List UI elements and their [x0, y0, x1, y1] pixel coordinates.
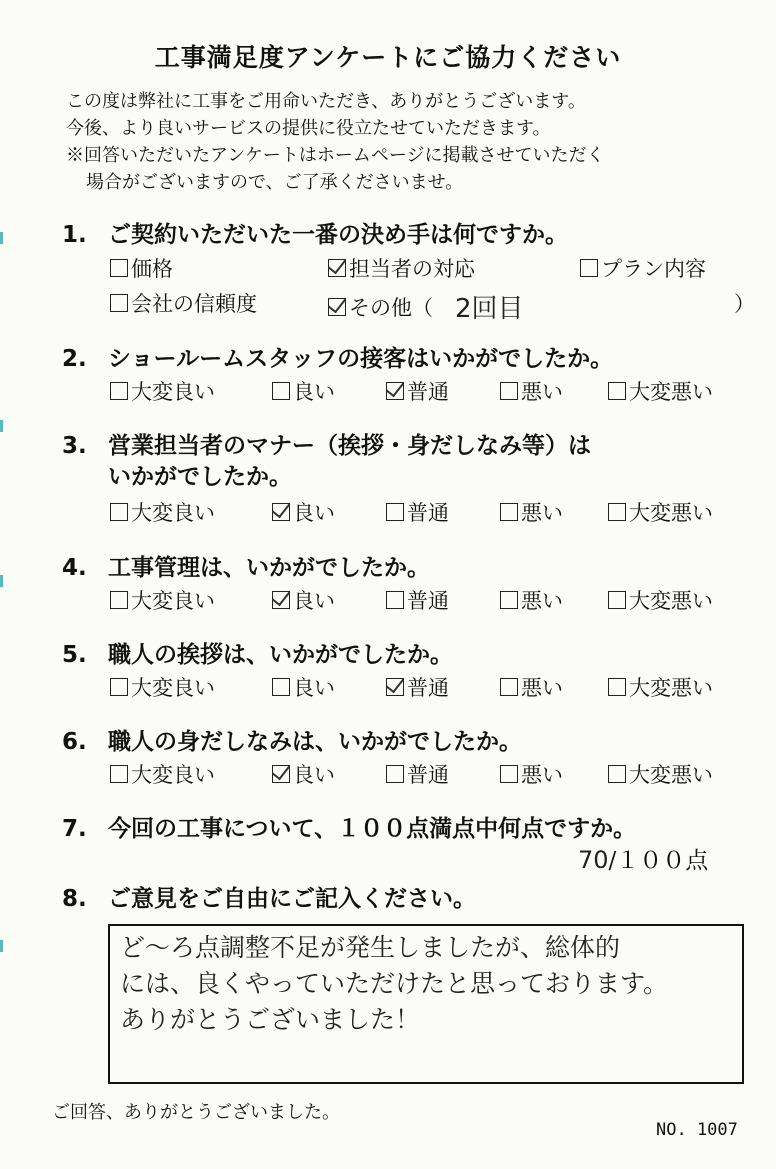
checkbox[interactable] [386, 503, 404, 521]
margin-mark [0, 940, 3, 952]
question-text: 工事管理は、いかがでしたか。 [108, 555, 430, 581]
question-8: 8. ご意見をご自由にご記入ください。 [62, 886, 476, 912]
score-answer[interactable] [578, 842, 708, 875]
paren-close: ） [734, 292, 755, 316]
checkbox[interactable] [580, 259, 598, 277]
q5-scale [110, 672, 750, 702]
q6-scale [110, 759, 750, 789]
scale-option-average[interactable] [386, 376, 449, 406]
question-text: 職人の挨拶は、いかがでしたか。 [108, 642, 453, 668]
scale-option-very-good[interactable] [110, 672, 215, 702]
checkbox[interactable] [500, 382, 518, 400]
scale-option-label: 大変悪い [629, 676, 713, 700]
scale-option-average[interactable] [386, 759, 449, 789]
checkbox-checked[interactable] [272, 591, 290, 609]
q1-option-plan[interactable]: プラン内容 [580, 253, 706, 283]
question-text: ご意見をご自由にご記入ください。 [108, 886, 476, 912]
scale-option-good[interactable] [272, 585, 335, 615]
scale-option-very-bad[interactable] [608, 497, 713, 527]
checkbox[interactable] [500, 765, 518, 783]
checkbox-checked[interactable] [272, 765, 290, 783]
scale-option-label: 良い [293, 589, 335, 613]
q2-scale [110, 376, 750, 406]
question-4: 4. 工事管理は、いかがでしたか。 [62, 555, 430, 581]
margin-mark [0, 232, 3, 244]
intro-text [66, 88, 605, 196]
q1-options-row-2 [110, 288, 755, 324]
scale-option-very-bad[interactable] [608, 585, 713, 615]
form-title: 工事満足度アンケートにご協力ください [154, 43, 622, 72]
checkbox[interactable] [110, 678, 128, 696]
scale-option-label: 普通 [407, 501, 449, 525]
checkbox[interactable] [608, 765, 626, 783]
checkbox[interactable] [272, 382, 290, 400]
scale-option-label: 良い [293, 676, 335, 700]
scale-option-bad[interactable] [500, 672, 563, 702]
question-text: ご契約いただいた一番の決め手は何ですか。 [108, 222, 568, 248]
intro-line: この度は弊社に工事をご用命いただき、ありがとうございます。 [66, 91, 586, 112]
intro-line: ※回答いただいたアンケートはホームページに掲載させていただく [66, 145, 605, 166]
checkbox-checked[interactable] [328, 259, 346, 277]
scale-option-average[interactable] [386, 497, 449, 527]
other-handwritten: 2回目 [455, 294, 524, 324]
comment-handwritten: ど～ろ点調整不足が発生しましたが、総体的 には、良くやっていただけたと思っております。 ありがとうございました！ [120, 933, 669, 1034]
scale-option-bad[interactable] [500, 376, 563, 406]
checkbox[interactable] [608, 591, 626, 609]
scale-option-very-good[interactable] [110, 585, 215, 615]
scale-option-label: 良い [293, 763, 335, 787]
question-text: ショールームスタッフの接客はいかがでしたか。 [108, 346, 614, 372]
scale-option-label: 普通 [407, 380, 449, 404]
question-2: 2. ショールームスタッフの接客はいかがでしたか。 [62, 346, 614, 372]
checkbox-checked[interactable] [272, 503, 290, 521]
checkbox[interactable] [110, 765, 128, 783]
checkbox[interactable] [500, 591, 518, 609]
checkbox[interactable] [110, 591, 128, 609]
scale-option-label: 大変悪い [629, 589, 713, 613]
checkbox[interactable] [386, 765, 404, 783]
question-3-line-2: いかがでしたか。 [108, 464, 292, 490]
checkbox[interactable] [500, 503, 518, 521]
scale-option-label: 大変悪い [629, 501, 713, 525]
checkbox[interactable] [110, 294, 128, 312]
q1-option-staff[interactable]: 担当者の対応 [328, 253, 475, 283]
footer-thanks: ご回答、ありがとうございました。 [52, 1102, 340, 1123]
checkbox[interactable] [608, 678, 626, 696]
scale-option-label: 悪い [521, 501, 563, 525]
scale-option-label: 大変良い [131, 763, 215, 787]
scale-option-label: 普通 [407, 676, 449, 700]
scale-option-label: 大変良い [131, 380, 215, 404]
scale-option-good[interactable] [272, 497, 335, 527]
q3-scale [110, 497, 750, 527]
scale-option-very-good[interactable] [110, 497, 215, 527]
scale-option-label: 普通 [407, 763, 449, 787]
question-5: 5. 職人の挨拶は、いかがでしたか。 [62, 642, 453, 668]
question-text: 今回の工事について、１００点満点中何点ですか。 [108, 816, 637, 842]
checkbox[interactable] [272, 678, 290, 696]
question-text: 営業担当者のマナー（挨拶・身だしなみ等）は [108, 433, 591, 459]
scale-option-very-good[interactable] [110, 376, 215, 406]
checkbox[interactable] [110, 382, 128, 400]
score-suffix: /１００点 [608, 848, 709, 874]
scale-option-label: 大変良い [131, 589, 215, 613]
scale-option-label: 良い [293, 501, 335, 525]
scale-option-average[interactable] [386, 672, 449, 702]
checkbox-checked[interactable] [386, 678, 404, 696]
document-number: NO. 1007 [656, 1120, 738, 1140]
q4-scale [110, 585, 750, 615]
scale-option-good[interactable] [272, 759, 335, 789]
scale-option-label: 悪い [521, 763, 563, 787]
q1-option-other[interactable]: その他（ 2回目 [328, 288, 524, 325]
checkbox[interactable] [110, 259, 128, 277]
question-text: 職人の身だしなみは、いかがでしたか。 [108, 729, 522, 755]
scale-option-label: 大変良い [131, 501, 215, 525]
checkbox[interactable] [608, 382, 626, 400]
question-7: 7. 今回の工事について、１００点満点中何点ですか。 [62, 816, 637, 842]
intro-line: 今後、より良いサービスの提供に役立たせていただきます。 [66, 118, 551, 139]
intro-line: 場合がございますので、ご了承くださいませ。 [86, 172, 464, 193]
checkbox[interactable] [608, 503, 626, 521]
score-handwritten: 70 [578, 846, 609, 874]
scale-option-very-bad[interactable] [608, 672, 713, 702]
scale-option-bad[interactable] [500, 497, 563, 527]
scale-option-label: 悪い [521, 380, 563, 404]
q1-option-price[interactable]: 価格 [110, 253, 173, 283]
margin-mark [0, 420, 3, 432]
scale-option-good[interactable] [272, 376, 335, 406]
scale-option-average[interactable] [386, 585, 449, 615]
scale-option-label: 悪い [521, 589, 563, 613]
margin-mark [0, 575, 3, 587]
scale-option-label: 大変良い [131, 676, 215, 700]
checkbox-checked[interactable] [386, 382, 404, 400]
scale-option-very-good[interactable] [110, 759, 215, 789]
question-6: 6. 職人の身だしなみは、いかがでしたか。 [62, 729, 522, 755]
checkbox[interactable] [110, 503, 128, 521]
scale-option-label: 大変悪い [629, 763, 713, 787]
question-1 [62, 216, 568, 249]
scale-option-bad[interactable] [500, 585, 563, 615]
scale-option-bad[interactable] [500, 759, 563, 789]
scale-option-label: 悪い [521, 676, 563, 700]
question-3: 3. 営業担当者のマナー（挨拶・身だしなみ等）は [62, 433, 591, 459]
scale-option-very-bad[interactable] [608, 376, 713, 406]
q1-option-trust[interactable]: 会社の信頼度 [110, 288, 257, 318]
scale-option-label: 大変悪い [629, 380, 713, 404]
q1-options-row-1 [110, 253, 750, 283]
scale-option-good[interactable] [272, 672, 335, 702]
checkbox[interactable] [386, 591, 404, 609]
scale-option-label: 良い [293, 380, 335, 404]
checkbox[interactable] [500, 678, 518, 696]
scale-option-label: 普通 [407, 589, 449, 613]
scale-option-very-bad[interactable] [608, 759, 713, 789]
question-number: 1. [62, 222, 87, 248]
checkbox-checked[interactable] [328, 298, 346, 316]
